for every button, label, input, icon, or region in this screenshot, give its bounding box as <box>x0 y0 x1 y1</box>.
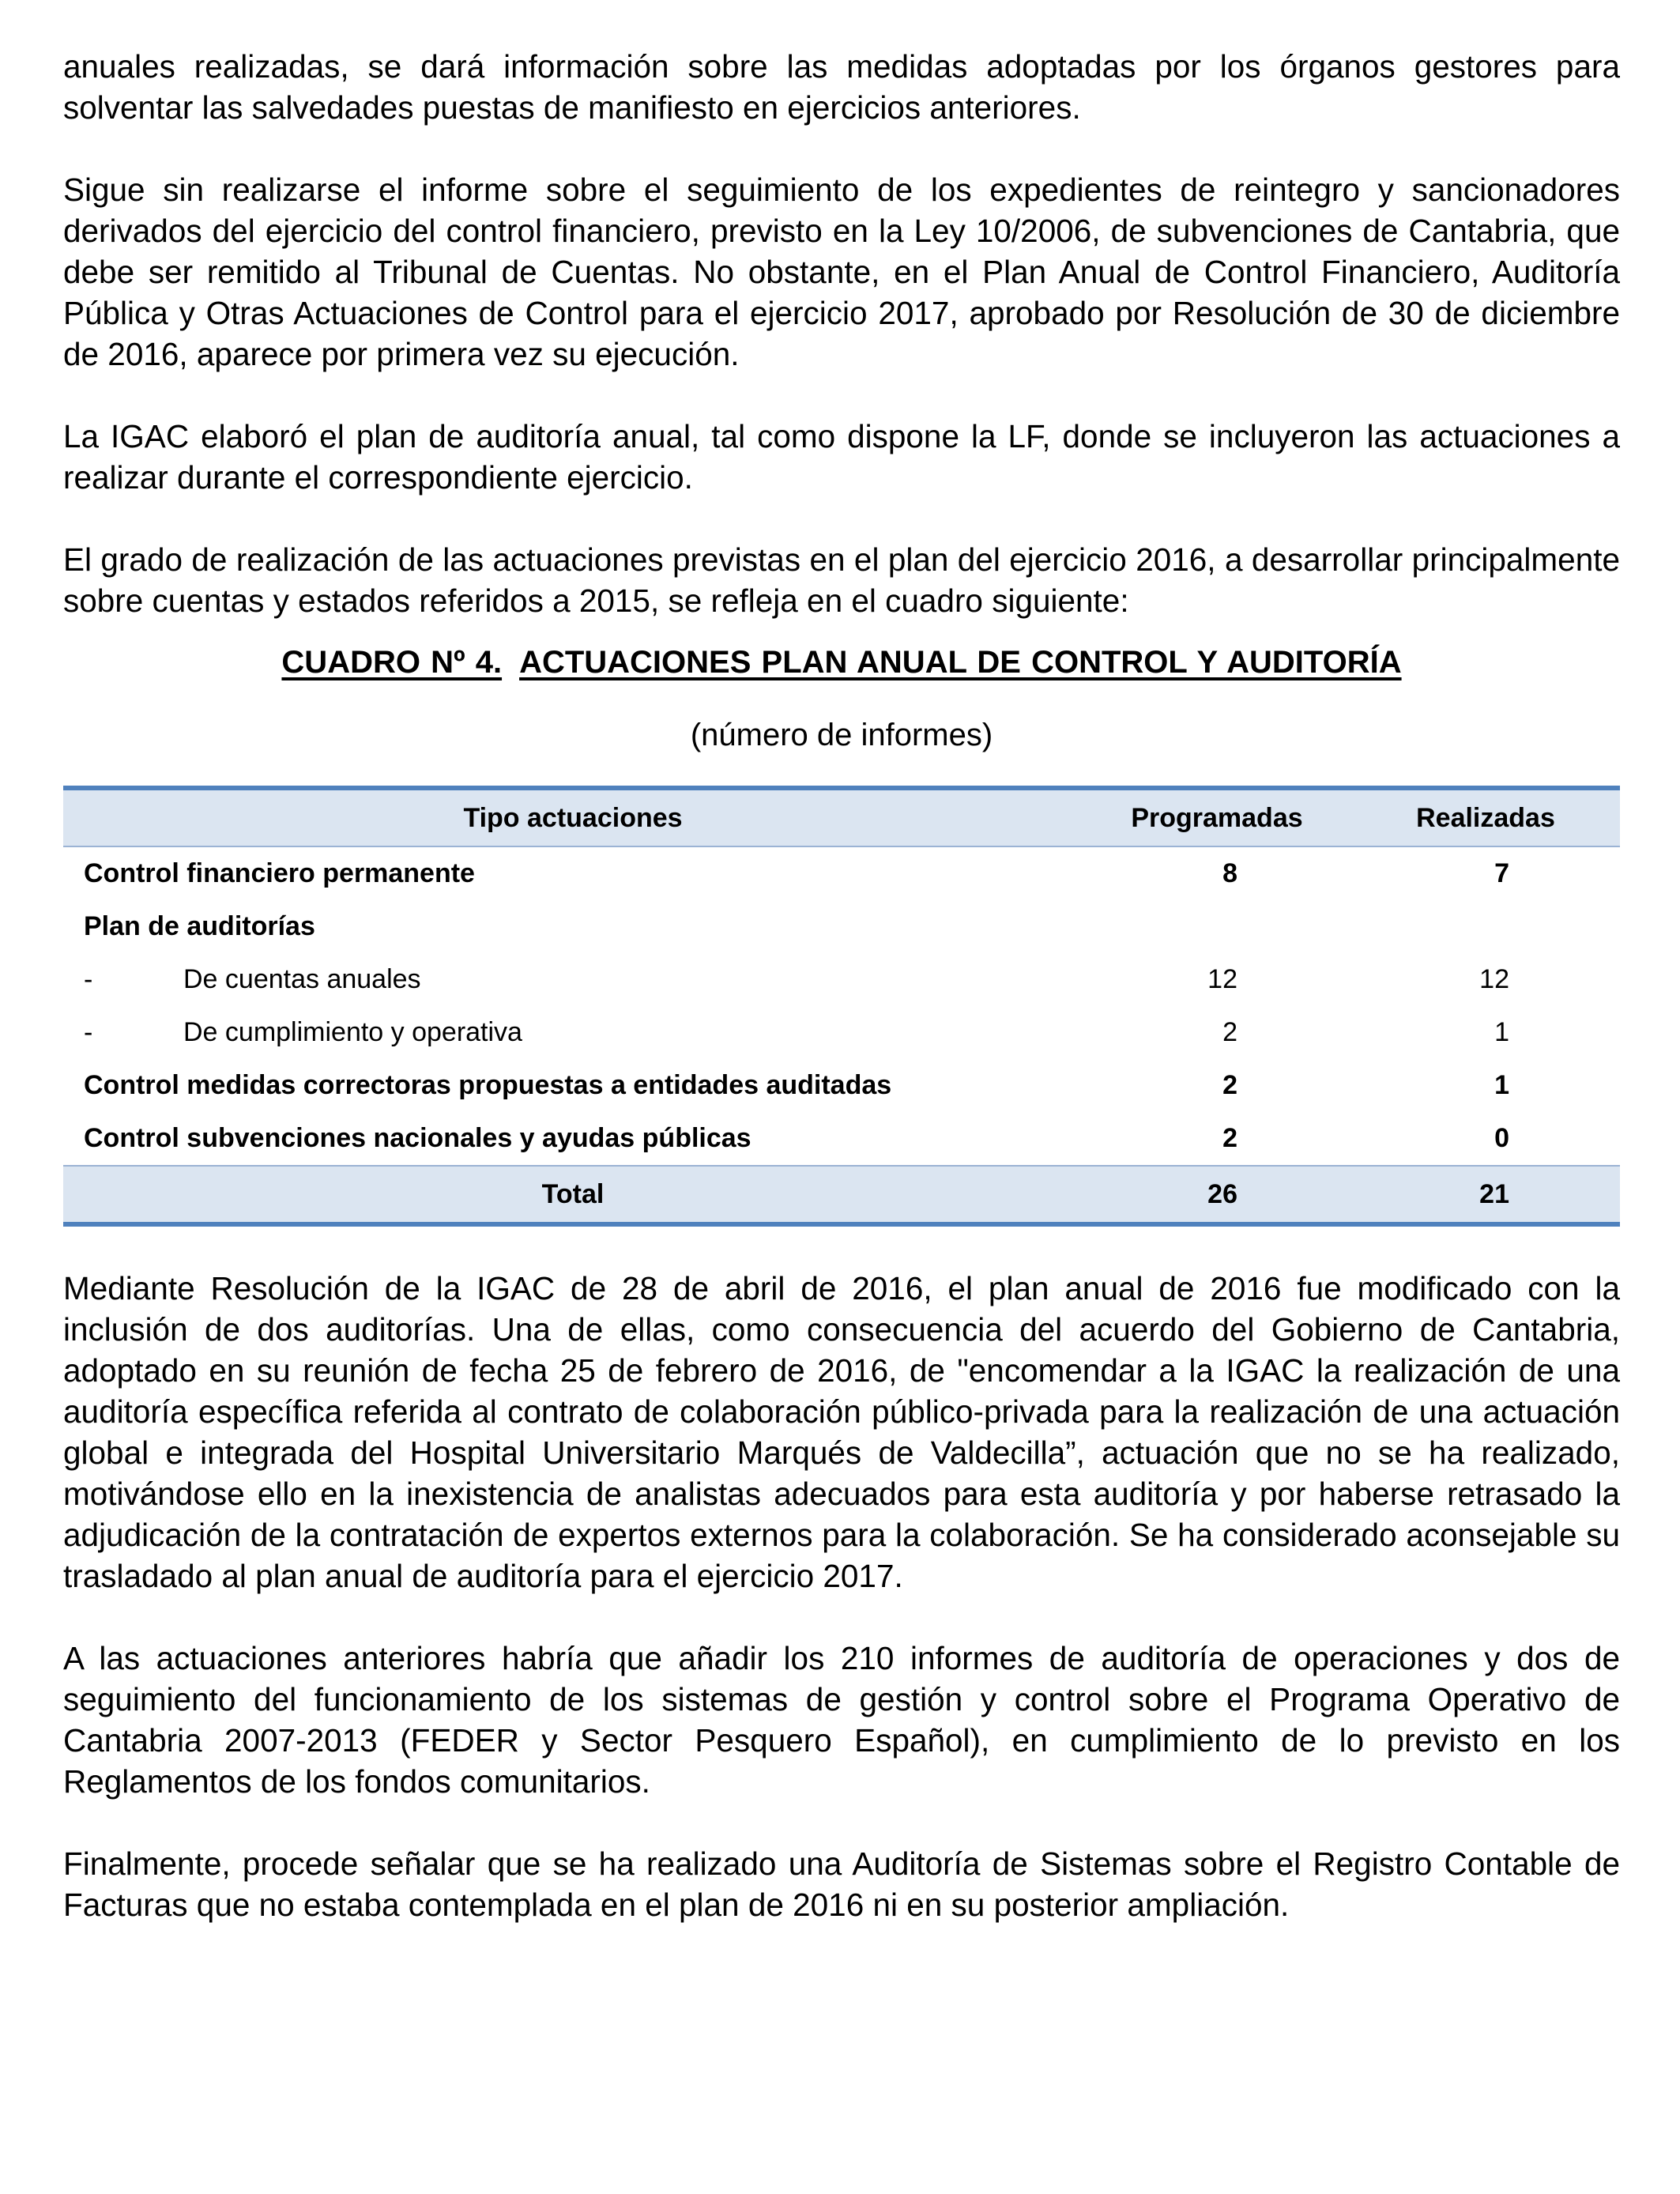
row-label: Control medidas correctoras propuestas a entidades auditadas <box>84 1070 892 1100</box>
paragraph-5: Mediante Resolución de la IGAC de 28 de abril de 2016, el plan anual de 2016 fue modificado con la inclusión de dos auditorías. Una de ellas, como consecuencia del acuerdo del Gobierno de Cantabria, adoptado en su reunión de fecha 25 de febrero de 2016, de "encomendar a la IGAC la realización de una auditoría específica referida al contrato de colaboración público-privada para la realización de una actuación global e integrada del Hospital Universitario Marqués de Valdecilla”, actuación que no se ha realizado, motivándose ello en la inexistencia de analistas adecuados para esta auditoría y por haberse retrasado la adjudicación de la contratación de expertos externos para la colaboración. Se ha considerado aconsejable su trasladado al plan anual de auditoría para el ejercicio 2017. <box>63 1270 1620 1594</box>
paragraphs-after <box>63 1268 1620 1925</box>
paragraph-3: La IGAC elaboró el plan de auditoría anual, tal como dispone la LF, donde se incluyeron las actuaciones a realizar durante el correspondiente ejercicio. <box>63 418 1620 496</box>
table-subtitle: (número de informes) <box>690 718 993 752</box>
row-label: Control financiero permanente <box>84 858 475 888</box>
header-programadas: Programadas <box>1083 788 1351 846</box>
table-row <box>63 846 1620 900</box>
paragraph-2: Sigue sin realizarse el informe sobre el seguimiento de los expedientes de reintegro y sancionadores derivados del ejercicio del control financiero, previsto en la Ley 10/2006, de subvenciones de Cantabria, que debe ser remitido al Tribunal de Cuentas. No obstante, en el Plan Anual de Control Financiero, Auditoría Pública y Otras Actuaciones de Control para el ejercicio 2017, aprobado por Resolución de 30 de diciembre de 2016, aparece por primera vez su ejecución. <box>63 172 1620 372</box>
row-realizadas: 7 <box>1494 858 1509 888</box>
row-realizadas <box>1351 900 1620 953</box>
total-label: Total <box>63 1166 1083 1224</box>
paragraph-7: Finalmente, procede señalar que se ha realizado una Auditoría de Sistemas sobre el Registro Contable de Facturas que no estaba contemplada en el plan de 2016 ni en su posterior ampliación. <box>63 1845 1620 1923</box>
row-programadas: 2 <box>1222 1123 1237 1153</box>
table-row <box>63 1112 1620 1166</box>
table-row <box>63 1006 1620 1059</box>
header-realizadas: Realizadas <box>1351 788 1620 846</box>
row-dash: - <box>84 964 93 994</box>
row-label-cell <box>63 953 1083 1006</box>
row-realizadas: 0 <box>1494 1123 1509 1153</box>
row-label: De cumplimiento y operativa <box>183 1017 522 1047</box>
row-label-cell <box>63 1006 1083 1059</box>
row-realizadas: 12 <box>1479 964 1509 994</box>
row-label: Plan de auditorías <box>84 911 315 941</box>
row-realizadas: 1 <box>1494 1070 1509 1100</box>
header-tipo-actuaciones: Tipo actuaciones <box>63 788 1083 846</box>
row-label: De cuentas anuales <box>183 964 421 994</box>
row-programadas: 12 <box>1207 964 1237 994</box>
table-total-row <box>63 1166 1620 1224</box>
table-row <box>63 1059 1620 1112</box>
table-row <box>63 953 1620 1006</box>
row-programadas: 2 <box>1222 1070 1237 1100</box>
table-header-row <box>63 788 1620 846</box>
table-row <box>63 900 1620 953</box>
paragraph-4: El grado de realización de las actuaciones previstas en el plan del ejercicio 2016, a desarrollar principalmente sobre cuentas y estados referidos a 2015, se refleja en el cuadro siguiente: <box>63 541 1620 619</box>
total-realizadas: 21 <box>1351 1166 1620 1224</box>
row-dash: - <box>84 1017 93 1047</box>
paragraph-6: A las actuaciones anteriores habría que añadir los 210 informes de auditoría de operaciones y dos de seguimiento del funcionamiento de los sistemas de gestión y control sobre el Programa Operativo de Cantabria 2007-2013 (FEDER y Sector Pesquero Español), en cumplimiento de lo previsto en los Reglamentos de los fondos comunitarios. <box>63 1640 1620 1800</box>
table-title <box>63 642 1620 683</box>
table-title-name: ACTUACIONES PLAN ANUAL DE CONTROL Y AUDITORÍA <box>519 645 1402 680</box>
row-programadas: 8 <box>1222 858 1237 888</box>
row-programadas: 2 <box>1222 1017 1237 1047</box>
row-realizadas: 1 <box>1494 1017 1509 1047</box>
row-label: Control subvenciones nacionales y ayudas públicas <box>84 1123 751 1153</box>
row-programadas <box>1083 900 1351 953</box>
table-title-number: CUADRO Nº 4. <box>281 645 503 680</box>
actuaciones-table <box>63 786 1620 1227</box>
paragraph-1: anuales realizadas, se dará información sobre las medidas adoptadas por los órganos gestores para solventar las salvedades puestas de manifiesto en ejercicios anteriores. <box>63 48 1620 126</box>
total-programadas: 26 <box>1083 1166 1351 1224</box>
